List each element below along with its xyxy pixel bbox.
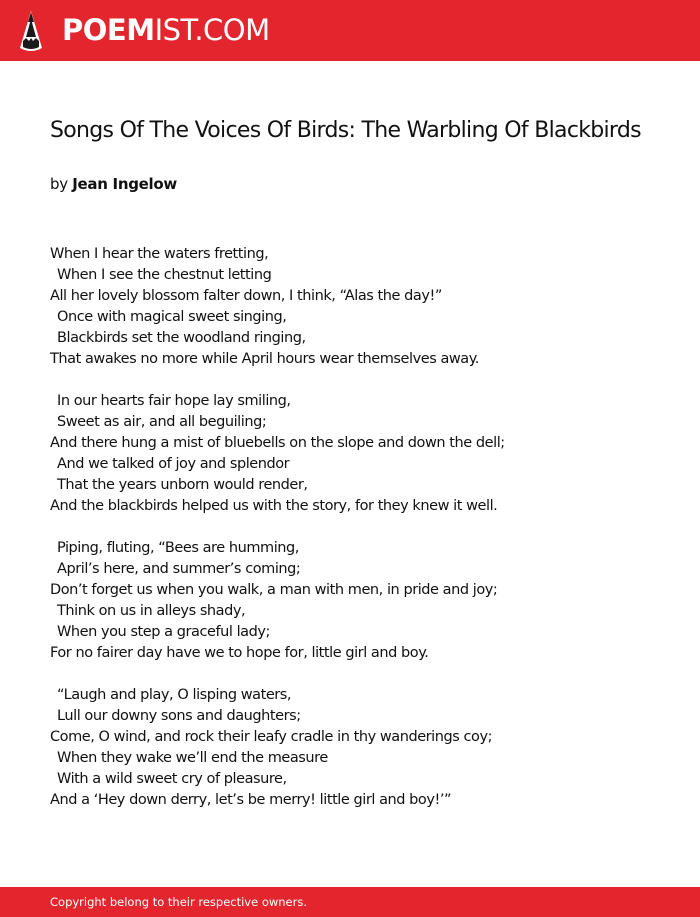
poem-line: That awakes no more while April hours wear themselves away.: [50, 351, 479, 367]
poem-line: For no fairer day have we to hope for, little girl and boy.: [50, 645, 429, 661]
stanza-1: [50, 244, 670, 370]
poem-line: And a ‘Hey down derry, let’s be merry! little girl and boy!’”: [50, 792, 452, 808]
stanza-3: [50, 538, 670, 664]
poem-line: And there hung a mist of bluebells on the slope and down the dell;: [50, 435, 505, 451]
poem-line: Think on us in alleys shady,: [57, 603, 246, 619]
site-header: [0, 0, 700, 61]
site-footer: [0, 887, 700, 917]
poem-line: In our hearts fair hope lay smiling,: [57, 393, 291, 409]
pencil-tip-icon[interactable]: [18, 10, 44, 52]
poem-line: Once with magical sweet singing,: [57, 309, 287, 325]
stanza-4: [50, 685, 670, 811]
poem-line: And we talked of joy and splendor: [57, 456, 290, 472]
by-label: by: [50, 175, 68, 193]
logo-light-part: IST.COM: [154, 13, 270, 47]
byline: [50, 174, 177, 194]
poem-line: With a wild sweet cry of pleasure,: [57, 771, 287, 787]
poem-line: April’s here, and summer’s coming;: [57, 561, 301, 577]
stanza-2: [50, 391, 670, 517]
poem-line: When you step a graceful lady;: [57, 624, 270, 640]
poem-line: Piping, fluting, “Bees are humming,: [57, 540, 299, 556]
poem-line: All her lovely blossom falter down, I think, “Alas the day!”: [50, 288, 442, 304]
site-logo[interactable]: [62, 13, 270, 47]
copyright-text: Copyright belong to their respective owners.: [50, 895, 308, 909]
poem-line: “Laugh and play, O lisping waters,: [57, 687, 292, 703]
poem-line: When they wake we’ll end the measure: [57, 750, 328, 766]
poem-body: [50, 244, 670, 832]
poem-line: Lull our downy sons and daughters;: [57, 708, 301, 724]
poem-line: Come, O wind, and rock their leafy cradle in thy wanderings coy;: [50, 729, 493, 745]
poem-line: Sweet as air, and all beguiling;: [57, 414, 267, 430]
poem-line: Don’t forget us when you walk, a man with men, in pride and joy;: [50, 582, 498, 598]
poem-line: That the years unborn would render,: [57, 477, 308, 493]
poem-line: Blackbirds set the woodland ringing,: [57, 330, 306, 346]
poem-line: When I hear the waters fretting,: [50, 246, 269, 262]
logo-bold-part: POEM: [62, 13, 155, 47]
poem-title: Songs Of The Voices Of Birds: The Warbling Of Blackbirds: [50, 118, 641, 143]
poem-line: And the blackbirds helped us with the story, for they knew it well.: [50, 498, 498, 514]
author-name: Jean Ingelow: [72, 175, 177, 193]
poem-line: When I see the chestnut letting: [57, 267, 272, 283]
